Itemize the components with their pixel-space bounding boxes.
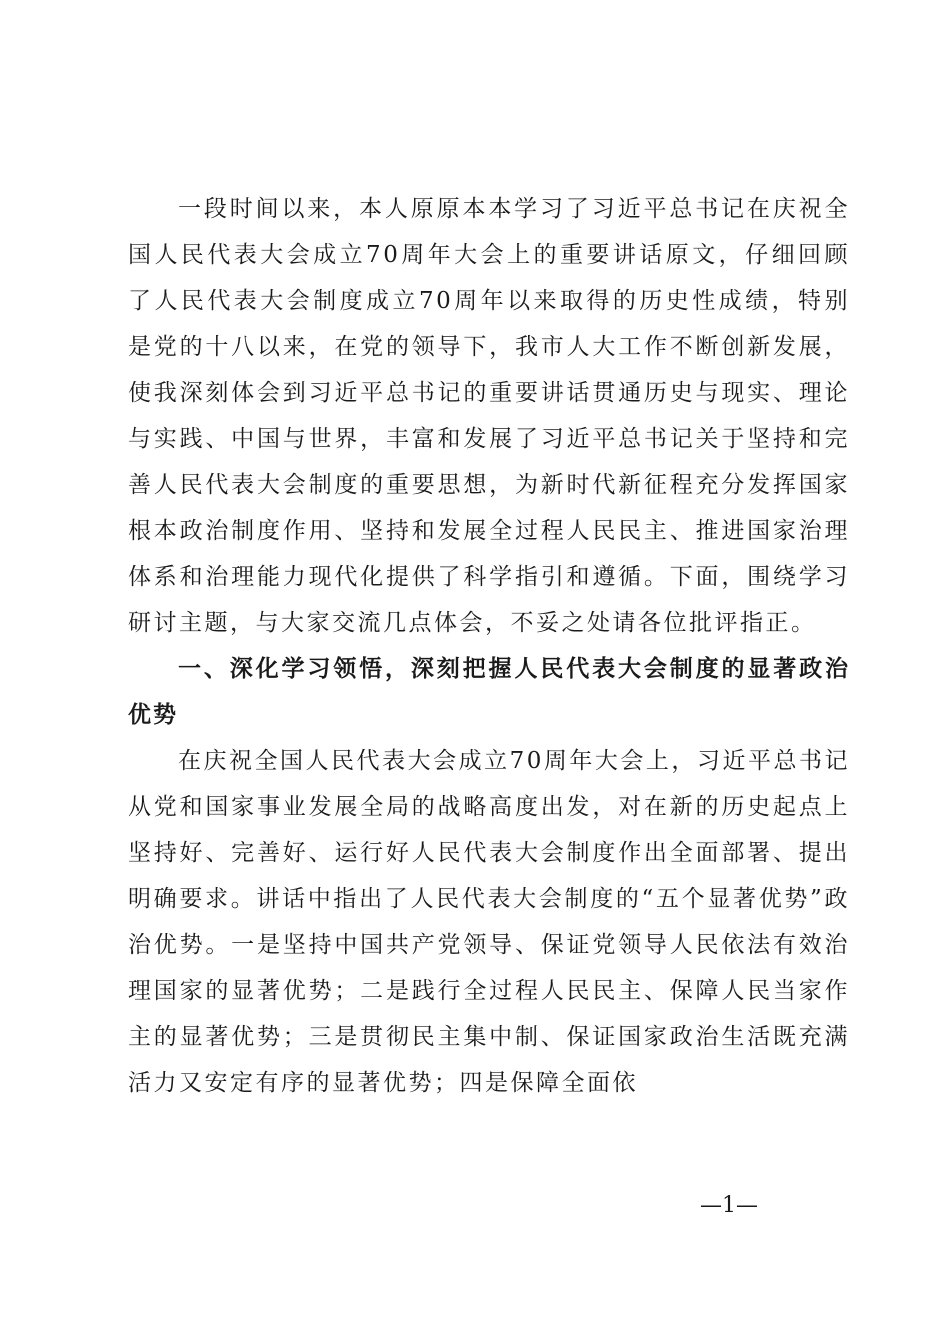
section-heading: 一、深化学习领悟，深刻把握人民代表大会制度的显著政治优势 xyxy=(128,656,850,728)
intro-paragraph: 一段时间以来，本人原原本本学习了习近平总书记在庆祝全国人民代表大会成立70周年大会上的重要讲话原文，仔细回顾了人民代表大会制度成立70周年以来取得的历史性成绩，特别是党的十八以来，在党的领导下，我市人大工作不断创新发展，使我深刻体会到习近平总书记的重要讲话贯通历史与现实、理论与实践、中国与世界，丰富和发展了习近平总书记关于坚持和完善人民代表大会制度的重要思想，为新时代新征程充分发挥国家根本政治制度作用、坚持和发展全过程人民民主、推进国家治理体系和治理能力现代化提供了科学指引和遵循。下面，围绕学习研讨主题，与大家交流几点体会，不妥之处请各位批评指正。 xyxy=(128,196,850,636)
page-number: —1— xyxy=(700,1193,758,1218)
section-paragraph: 在庆祝全国人民代表大会成立70周年大会上，习近平总书记从党和国家事业发展全局的战略高度出发，对在新的历史起点上坚持好、完善好、运行好人民代表大会制度作出全面部署、提出明确要求。讲话中指出了人民代表大会制度的“五个显著优势”政治优势。一是坚持中国共产党领导、保证党领导人民依法有效治理国家的显著优势；二是践行全过程人民民主、保障人民当家作主的显著优势；三是贯彻民主集中制、保证国家政治生活既充满活力又安定有序的显著优势；四是保障全面依 xyxy=(128,748,850,1096)
document-body xyxy=(128,186,850,1106)
